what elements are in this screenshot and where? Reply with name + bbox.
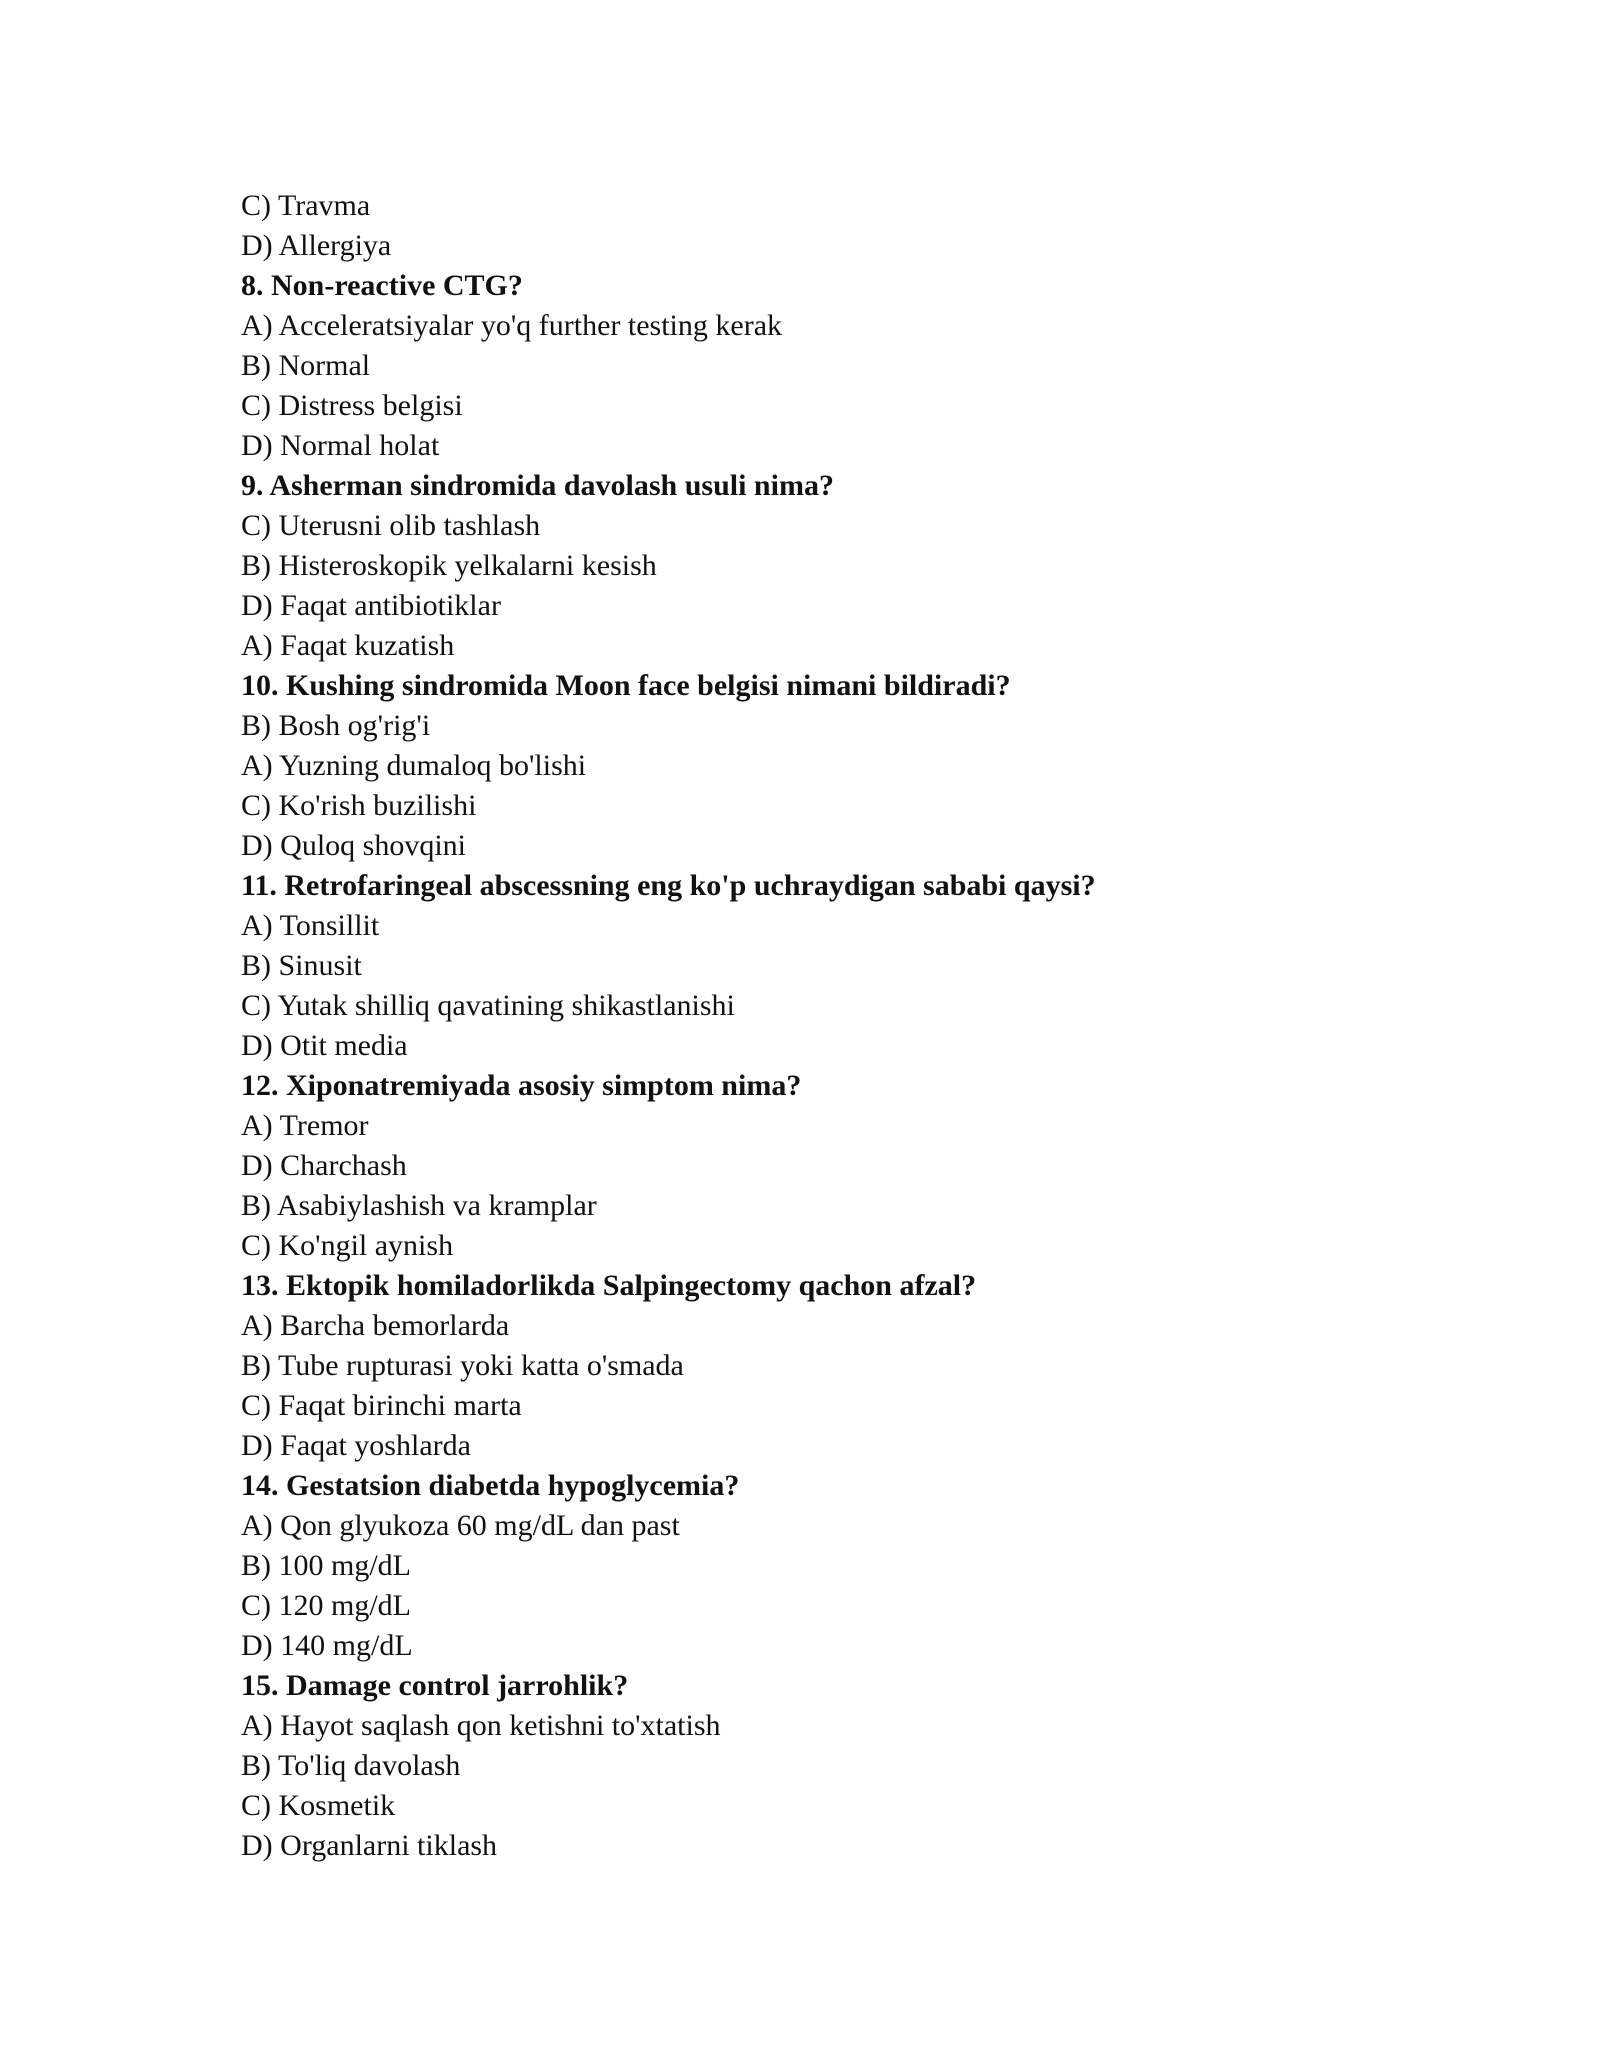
answer-option: C) Distress belgisi	[241, 389, 463, 422]
answer-option: D) Organlarni tiklash	[241, 1829, 498, 1862]
answer-option: C) Uterusni olib tashlash	[241, 509, 541, 542]
answer-option: B) 100 mg/dL	[241, 1549, 411, 1582]
question-heading: 12. Xiponatremiyada asosiy simptom nima?	[241, 1069, 802, 1102]
answer-option: A) Yuzning dumaloq bo'lishi	[241, 749, 587, 782]
answer-option: B) Sinusit	[241, 949, 362, 982]
answer-option: A) Qon glyukoza 60 mg/dL dan past	[241, 1509, 680, 1542]
answer-option: C) Kosmetik	[241, 1789, 396, 1822]
answer-option: A) Faqat kuzatish	[241, 629, 455, 662]
answer-option: A) Tonsillit	[241, 909, 380, 942]
question-heading: 15. Damage control jarrohlik?	[241, 1669, 629, 1702]
answer-option: B) Bosh og'rig'i	[241, 709, 431, 742]
question-heading: 13. Ektopik homiladorlikda Salpingectomy qachon afzal?	[241, 1269, 977, 1302]
answer-option: D) Normal holat	[241, 429, 440, 462]
question-heading: 9. Asherman sindromida davolash usuli nima?	[241, 469, 834, 502]
question-heading: 8. Non-reactive CTG?	[241, 269, 523, 302]
question-heading: 11. Retrofaringeal abscessning eng ko'p uchraydigan sababi qaysi?	[241, 869, 1096, 902]
answer-option: C) Yutak shilliq qavatining shikastlanishi	[241, 989, 735, 1022]
answer-option: D) Faqat yoshlarda	[241, 1429, 471, 1462]
answer-option: C) 120 mg/dL	[241, 1589, 411, 1622]
answer-option: A) Barcha bemorlarda	[241, 1309, 510, 1342]
answer-option: A) Acceleratsiyalar yo'q further testing kerak	[241, 309, 783, 342]
answer-option: D) 140 mg/dL	[241, 1629, 413, 1662]
answer-option: B) Normal	[241, 349, 371, 382]
answer-option: D) Faqat antibiotiklar	[241, 589, 501, 622]
answer-option: B) Asabiylashish va kramplar	[241, 1189, 597, 1222]
answer-option: B) Tube rupturasi yoki katta o'smada	[241, 1349, 684, 1382]
answer-option: D) Charchash	[241, 1149, 407, 1182]
answer-option: C) Ko'rish buzilishi	[241, 789, 477, 822]
answer-option: D) Otit media	[241, 1029, 408, 1062]
answer-option: C) Ko'ngil aynish	[241, 1229, 454, 1262]
answer-option: A) Tremor	[241, 1109, 369, 1142]
answer-option: B) Histeroskopik yelkalarni kesish	[241, 549, 657, 582]
answer-option: B) To'liq davolash	[241, 1749, 461, 1782]
question-heading: 10. Kushing sindromida Moon face belgisi nimani bildiradi?	[241, 669, 1011, 702]
answer-option: C) Travma	[241, 189, 371, 222]
document-body	[241, 186, 1441, 1866]
answer-option: A) Hayot saqlash qon ketishni to'xtatish	[241, 1709, 721, 1742]
answer-option: C) Faqat birinchi marta	[241, 1389, 522, 1422]
question-heading: 14. Gestatsion diabetda hypoglycemia?	[241, 1469, 740, 1502]
answer-option: D) Allergiya	[241, 229, 392, 262]
answer-option: D) Quloq shovqini	[241, 829, 466, 862]
